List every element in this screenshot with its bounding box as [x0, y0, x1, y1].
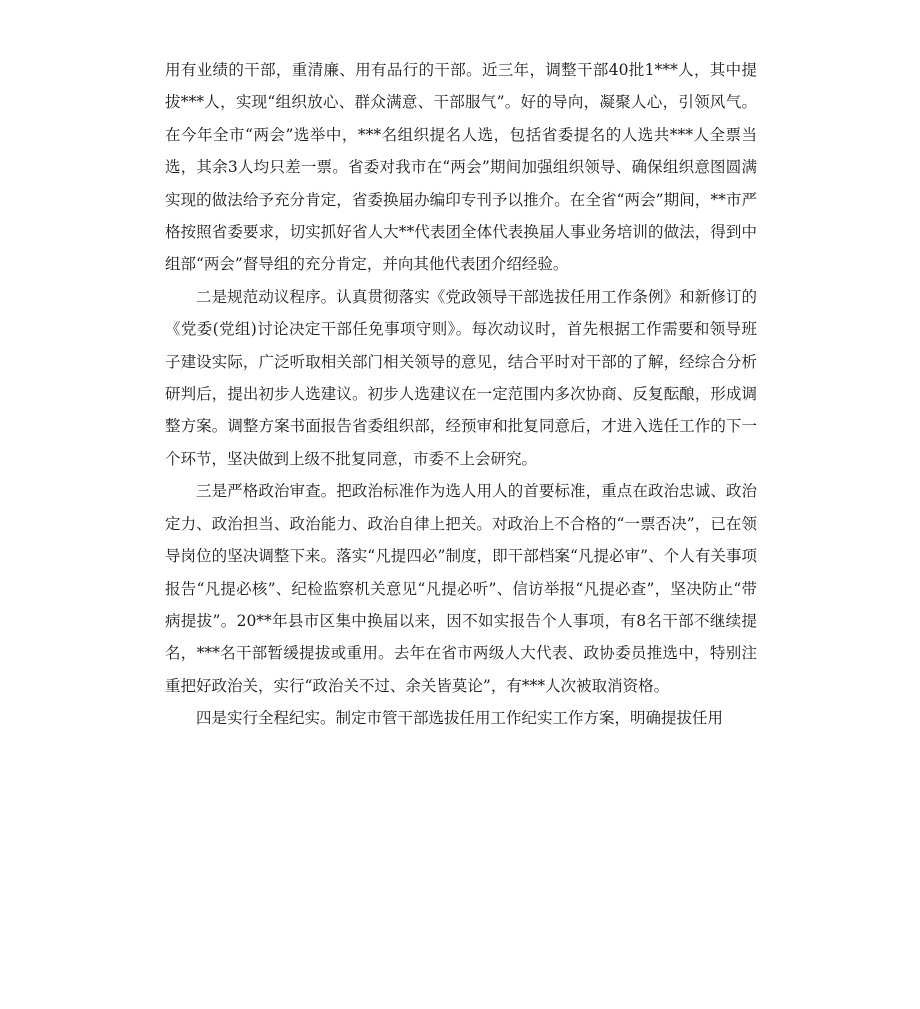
paragraph-1: 用有业绩的干部，重清廉、用有品行的干部。近三年，调整干部40批1***人，其中提拔***人，实现“组织放心、群众满意、干部服气”。好的导向，凝聚人心，引领风气。在今年全市“两会”选举中，***名组织提名人选，包括省委提名的人选共***人全票当选，其余3人均只差一票。省委对我市在“两会”期间加强组织领导、确保组织意图圆满实现的做法给予充分肯定，省委换届办编印专刊予以推介。在全省“两会”期间，**市严格按照省委要求，切实抓好省人大**代表团全体代表换届人事业务培训的做法，得到中组部“两会”督导组的充分肯定，并向其他代表团介绍经验。 — [165, 61, 757, 274]
document-body — [165, 54, 757, 735]
paragraph-3: 三是严格政治审查。把政治标准作为选人用人的首要标准，重点在政治忠诚、政治定力、政治担当、政治能力、政治自律上把关。对政治上不合格的“一票否决”，已在领导岗位的坚决调整下来。落实“凡提四必”制度，即干部档案“凡提必审”、个人有关事项报告“凡提必核”、纪检监察机关意见“凡提必听”、信访举报“凡提必查”，坚决防止“带病提拔”。20**年县市区集中换届以来，因不如实报告个人事项，有8名干部不继续提名，***名干部暂缓提拔或重用。去年在省市两级人大代表、政协委员推选中，特别注重把好政治关，实行“政治关不过、余关皆莫论”，有***人次被取消资格。 — [165, 482, 757, 695]
paragraph-4: 四是实行全程纪实。制定市管干部选拔任用工作纪实工作方案，明确提拔任用 — [196, 709, 724, 728]
paragraph-2: 二是规范动议程序。认真贯彻落实《党政领导干部选拔任用工作条例》和新修订的《党委(党组)讨论决定干部任免事项守则》。每次动议时，首先根据工作需要和领导班子建设实际，广泛听取相关部门相关领导的意见，结合平时对干部的了解，经综合分析研判后，提出初步人选建议。初步人选建议在一定范围内多次协商、反复酝酿，形成调整方案。调整方案书面报告省委组织部，经预审和批复同意后，才进入选任工作的下一个环节，坚决做到上级不批复同意，市委不上会研究。 — [165, 287, 757, 468]
